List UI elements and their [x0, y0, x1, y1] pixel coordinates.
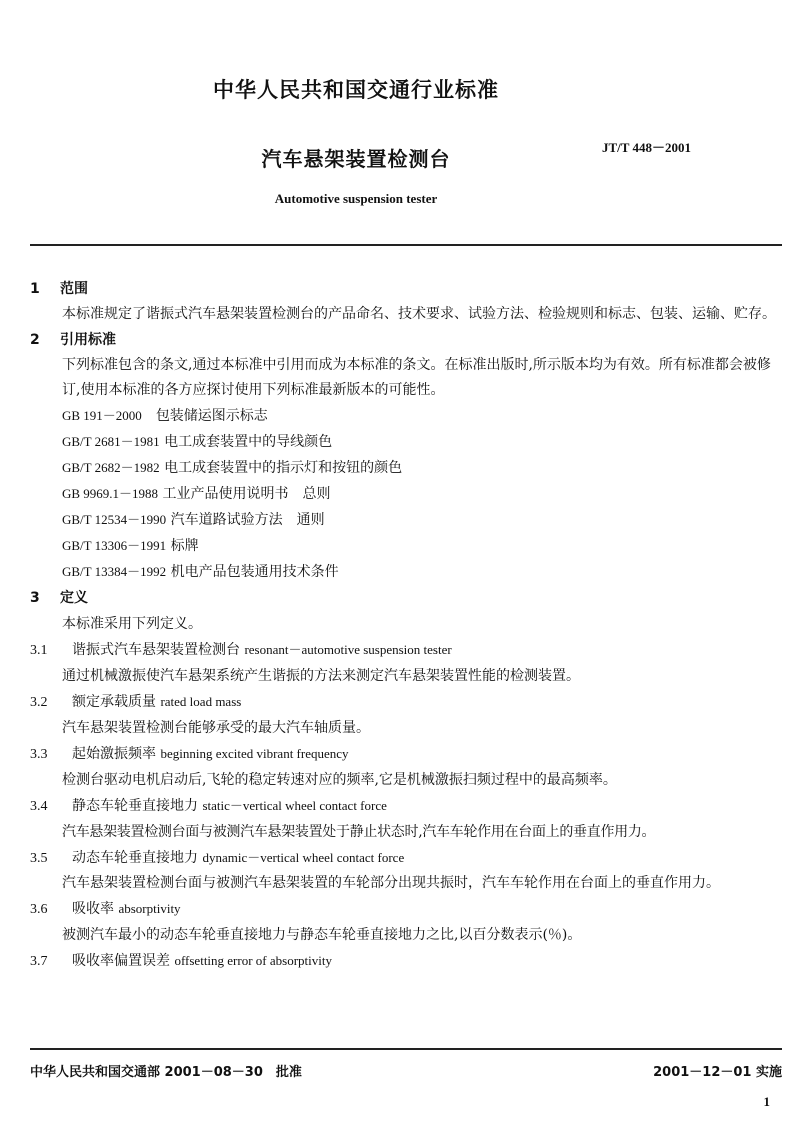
reference-code: GB/T 2682－1982	[62, 460, 160, 475]
reference-item	[30, 429, 782, 455]
definition-term: 起始激振频率	[72, 746, 156, 762]
reference-code: GB/T 2681－1981	[62, 434, 160, 449]
definition-term-en: dynamic－vertical wheel contact force	[202, 850, 405, 865]
paragraph	[30, 611, 782, 637]
reference-item	[30, 481, 782, 507]
page-number: 1	[763, 1094, 770, 1109]
definition-text	[30, 767, 782, 793]
reference-name: 汽车道路试验方法 通则	[170, 512, 325, 528]
header-rule	[30, 244, 782, 246]
definition-term: 谐振式汽车悬架装置检测台	[72, 642, 240, 658]
paragraph-text: 本标准采用下列定义。	[62, 616, 202, 632]
reference-name: 电工成套装置中的指示灯和按钮的颜色	[164, 460, 403, 476]
reference-code: GB/T 12534－1990	[62, 512, 167, 527]
reference-name: 电工成套装置中的导线颜色	[164, 434, 333, 450]
definition-number: 3.1	[30, 643, 48, 658]
org-title: 中华人民共和国交通行业标准	[213, 78, 499, 102]
definition-text	[30, 871, 782, 896]
reference-name: 机电产品包装通用技术条件	[170, 564, 339, 580]
definition-heading	[30, 948, 782, 974]
paragraph-text: 被测汽车最小的动态车轮垂直接地力与静态车轮垂直接地力之比,以百分数表示(％)。	[62, 927, 582, 943]
reference-item	[30, 533, 782, 559]
definition-term-en: resonant－automotive suspension tester	[244, 642, 452, 657]
reference-item	[30, 403, 782, 429]
definition-text	[30, 715, 782, 741]
definition-text	[30, 663, 782, 689]
doc-title: 汽车悬架装置检测台	[261, 147, 451, 171]
definition-number: 3.3	[30, 747, 48, 762]
section-title: 定义	[60, 590, 88, 606]
implementation-date: 2001－12－01 实施	[653, 1065, 782, 1080]
approval-line: 中华人民共和国交通部 2001－08－30 批准	[30, 1065, 302, 1080]
definition-text	[30, 819, 782, 845]
paragraph	[30, 302, 782, 327]
definition-term-en: absorptivity	[118, 901, 181, 916]
section-number: 1	[30, 281, 40, 297]
reference-item	[30, 507, 782, 533]
definition-heading	[30, 689, 782, 715]
reference-code: GB 9969.1－1988	[62, 486, 159, 501]
definition-term: 吸收率	[72, 901, 114, 917]
definition-term: 静态车轮垂直接地力	[72, 798, 198, 814]
definition-number: 3.5	[30, 851, 48, 866]
reference-name: 包装储运图示标志	[155, 408, 268, 424]
section-heading	[30, 276, 782, 302]
definition-number: 3.6	[30, 902, 48, 917]
definition-term: 吸收率偏置误差	[72, 953, 170, 969]
definition-number: 3.4	[30, 799, 48, 814]
definition-term-en: rated load mass	[160, 694, 242, 709]
definition-number: 3.7	[30, 954, 48, 969]
paragraph-text: 下列标准包含的条文,通过本标准中引用而成为本标准的条文。在标准出版时,所示版本均为有效。所有标准都会被修订,使用本标准的各方应探讨使用下列标准最新版本的可能性。	[62, 357, 771, 398]
reference-name: 标牌	[170, 538, 199, 554]
definition-text	[30, 922, 782, 948]
reference-code: GB 191－2000	[62, 408, 142, 423]
definition-heading	[30, 793, 782, 819]
footer-rule	[30, 1048, 782, 1050]
reference-code: GB/T 13384－1992	[62, 564, 167, 579]
definition-term-en: offsetting error of absorptivity	[174, 953, 332, 968]
section-number: 2	[30, 332, 40, 348]
definition-term-en: beginning excited vibrant frequency	[160, 746, 349, 761]
paragraph	[30, 353, 782, 403]
doc-number: JT/T 448－2001	[602, 140, 691, 155]
doc-subtitle: Automotive suspension tester	[274, 191, 438, 206]
reference-code: GB/T 13306－1991	[62, 538, 167, 553]
definition-term-en: static－vertical wheel contact force	[202, 798, 387, 813]
section-heading	[30, 327, 782, 353]
reference-item	[30, 559, 782, 585]
paragraph-text: 本标准规定了谐振式汽车悬架装置检测台的产品命名、技术要求、试验方法、检验规则和标志、包装、运输、贮存。	[62, 306, 776, 322]
definition-term: 动态车轮垂直接地力	[72, 850, 198, 866]
reference-name: 工业产品使用说明书 总则	[162, 486, 331, 502]
definition-term: 额定承载质量	[72, 694, 156, 710]
document-body	[30, 276, 782, 974]
paragraph-text: 汽车悬架装置检测台面与被测汽车悬架装置处于静止状态时,汽车车轮作用在台面上的垂直作用力。	[62, 824, 656, 840]
section-heading	[30, 585, 782, 611]
reference-item	[30, 455, 782, 481]
definition-heading	[30, 741, 782, 767]
definition-heading	[30, 637, 782, 663]
paragraph-text: 通过机械激振使汽车悬架系统产生谐振的方法来测定汽车悬架装置性能的检测装置。	[62, 668, 580, 684]
paragraph-text: 检测台驱动电机启动后,飞轮的稳定转速对应的频率,它是机械激振扫频过程中的最高频率。	[62, 772, 617, 788]
section-number: 3	[30, 590, 40, 606]
paragraph-text: 汽车悬架装置检测台能够承受的最大汽车轴质量。	[62, 720, 370, 736]
section-title: 范围	[60, 281, 88, 297]
paragraph-text: 汽车悬架装置检测台面与被测汽车悬架装置的车轮部分出现共振时，汽车车轮作用在台面上的垂直作用力。	[62, 875, 720, 891]
definition-heading	[30, 896, 782, 922]
definition-heading	[30, 845, 782, 871]
definition-number: 3.2	[30, 695, 48, 710]
section-title: 引用标准	[60, 332, 116, 348]
